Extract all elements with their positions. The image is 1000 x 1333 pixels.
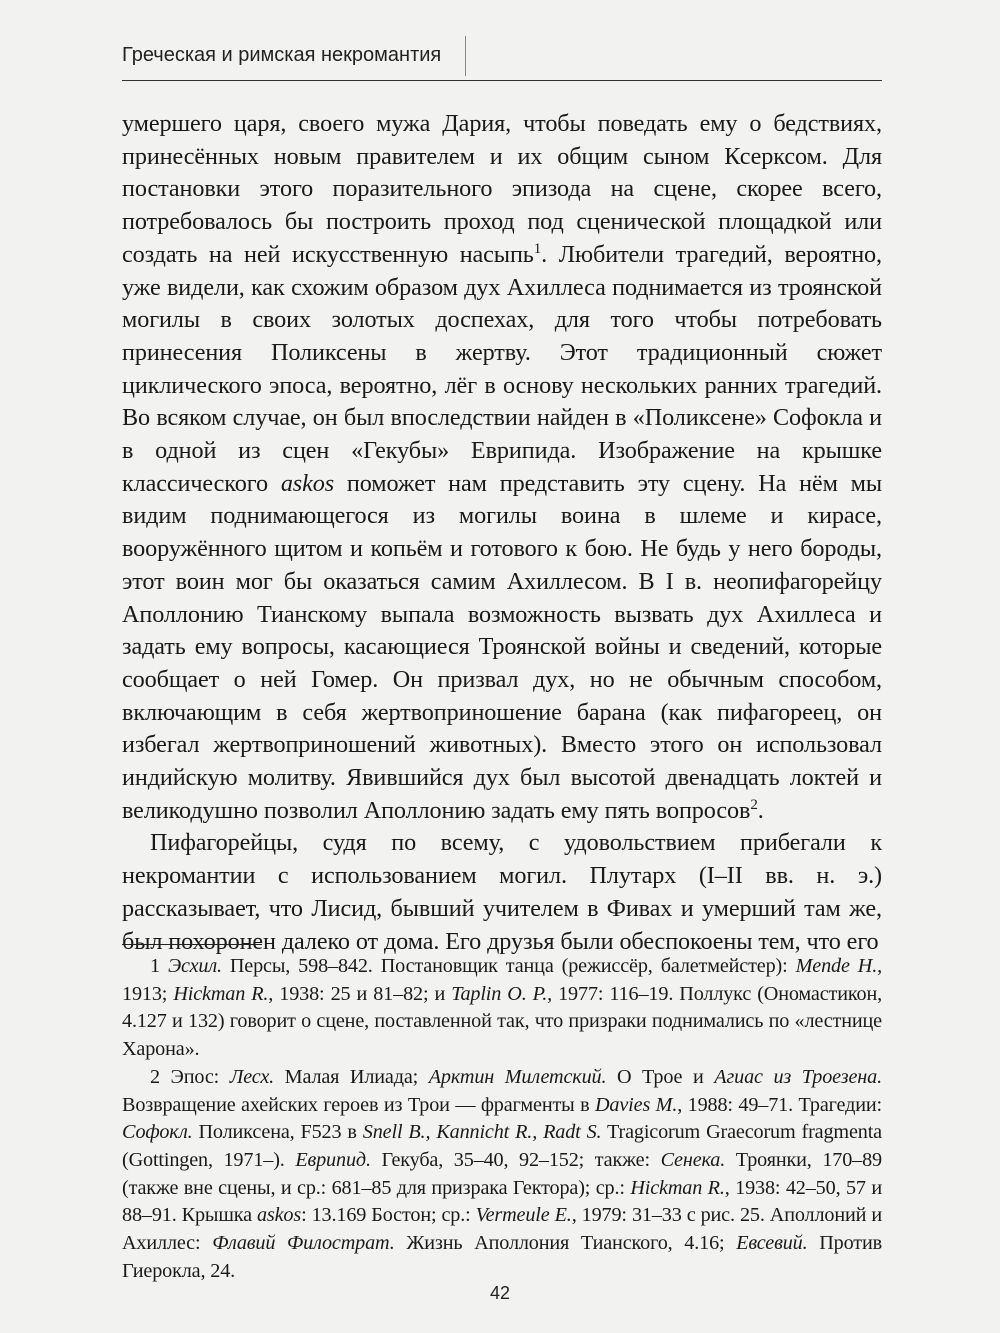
text-run: Троянки, 170–89 (также вне сцены, и ср.: 681–85 для призрака Гектора); ср.:	[122, 1148, 882, 1199]
italic-text: Софокл.	[122, 1121, 193, 1144]
text-run: Малая Илиада;	[274, 1065, 429, 1088]
text-run: , 1938: 42–50, 57 и 88–91. Крышка	[122, 1176, 882, 1227]
italic-text: askos	[256, 1204, 302, 1227]
text-run: Гекуба, 35–40, 92–152; также:	[370, 1148, 661, 1171]
header-margin-mark	[465, 36, 466, 76]
italic-text: Hickman R.	[630, 1176, 725, 1199]
italic-text: Vermeule E.	[475, 1204, 572, 1227]
text-run: Жизнь Аполлония Тианского, 4.16;	[394, 1232, 737, 1255]
text-run: Против Гиерокла, 24.	[122, 1232, 882, 1282]
italic-text: Эсхил.	[167, 955, 222, 977]
text-run: .	[757, 796, 764, 824]
text-run: , 1913;	[122, 955, 883, 1005]
italic-text: Арктин Милетский.	[428, 1065, 607, 1088]
italic-text: Taplin O. P.	[451, 982, 548, 1005]
footnote-ref: 1	[533, 240, 542, 257]
header-rule	[122, 80, 882, 81]
footnote-1	[122, 953, 882, 1064]
running-header: Греческая и римская некромантия	[122, 44, 442, 66]
main-text	[122, 108, 882, 958]
italic-text: Davies M.	[595, 1093, 678, 1116]
text-run: поможет нам представить эту сцену. На нём мы видим поднимающегося из могилы воина в шлеме и кирасе, вооружённого щитом и копьём и готового к бою. Не будь у него бороды, этот воин мог бы оказаться самим Ахиллесом. В I в. неопифагорейцу Аполлонию Тианскому выпала возможность вызвать дух Ахиллеса и задать ему вопросы, касающиеся Троянской войны и сведений, которые сообщает о ней Гомер. Он призвал дух, но не обычным способом, включающим в себя жертвоприношение барана (как пифагореец, он избегал жертвоприношений животных). Вместо этого он использовал индийскую молитву. Явившийся дух был высотой двенадцать локтей и великодушно позволил Аполлонию задать ему пять вопросов	[122, 469, 882, 824]
paragraph-1	[122, 108, 882, 827]
footnote-ref: 2	[750, 796, 758, 813]
italic-text: Mende H.	[795, 955, 878, 977]
italic-text: Еврипид.	[295, 1148, 371, 1171]
text-run: , 1977: 116–19. Поллукс (Ономастикон, 4.127 и 132) говорит о сцене, поставленной так, что призраки поднимались по «лестнице Харона».	[122, 982, 882, 1061]
text-run: , 1979: 31–33 с рис. 25. Аполлоний и Ахиллес:	[122, 1204, 882, 1255]
text-run: : 13.169 Бостон; ср.:	[301, 1204, 476, 1227]
paragraph-2	[122, 827, 882, 958]
italic-text: askos	[280, 469, 335, 497]
footnotes	[122, 953, 882, 1285]
italic-text: Лесх.	[229, 1065, 275, 1088]
text-run: умершего царя, своего мужа Дария, чтобы поведать ему о бедствиях, принесённых новым правителем и их общим сыном Ксерксом. Для постановки этого поразительного эпизода на сцене, скорее всего, потребовалось бы построить проход под сценической площадкой или создать на ней искусственную насыпь	[122, 110, 882, 268]
text-run: 2 Эпос:	[150, 1065, 230, 1088]
footnote-2	[122, 1064, 882, 1286]
text-run: Tragicorum Graecorum fragmenta (Gottingen, 1971–).	[122, 1121, 882, 1171]
page-number: 42	[489, 1283, 511, 1303]
italic-text: Флавий Филострат.	[212, 1232, 395, 1255]
text-run: , 1988: 49–71. Трагедии:	[677, 1093, 882, 1116]
text-run: Поликсена, F523 в	[192, 1121, 363, 1144]
italic-text: Агиас из Троезена.	[714, 1065, 882, 1088]
text-run: , 1938: 25 и 81–82; и	[268, 982, 452, 1005]
text-run: 1	[150, 955, 168, 977]
italic-text: Евсевий.	[736, 1232, 808, 1255]
footnote-rule	[122, 944, 262, 945]
italic-text: Hickman R.	[173, 982, 269, 1005]
italic-text: Snell B., Kannicht R., Radt S.	[362, 1121, 602, 1144]
text-run: Возвращение ахейских героев из Трои — фрагменты в	[122, 1093, 595, 1116]
text-run: Пифагорейцы, судя по всему, с удовольствием прибегали к некромантии с использованием могил. Плутарх (I–II вв. н. э.) рассказывает, что Лисид, бывший учителем в Фивах и умерший там же, был похоронен далеко от дома. Его друзья были обеспокоены тем, что его	[122, 829, 882, 955]
text-run: О Трое и	[606, 1065, 715, 1088]
italic-text: Сенека.	[660, 1148, 726, 1171]
text-run: . Любители трагедий, вероятно, уже видели, как схожим образом дух Ахиллеса поднимается из троянской могилы в своих золотых доспехах, для того чтобы потребовать принесения Поликсены в жертву. Этот традиционный сюжет циклического эпоса, вероятно, лёг в основу нескольких ранних трагедий. Во всяком случае, он был впоследствии найден в «Поликсене» Софокла и в одной из сцен «Гекубы» Еврипида. Изображение на крышке классического	[122, 240, 882, 497]
text-run: Персы, 598–842. Постановщик танца (режиссёр, балетмейстер):	[221, 955, 796, 977]
